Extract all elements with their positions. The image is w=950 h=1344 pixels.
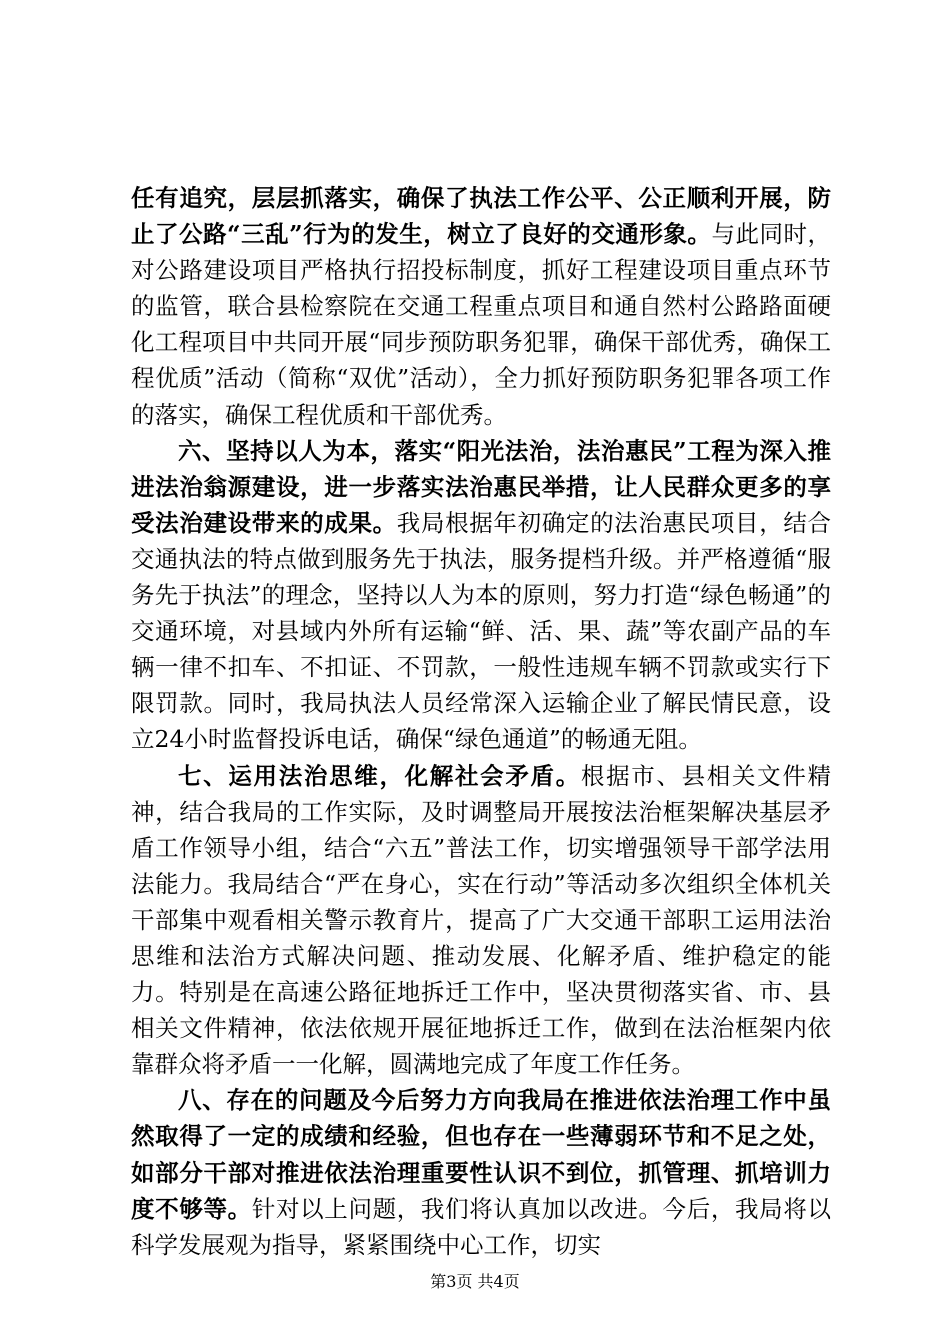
section-heading: 七、运用法治思维，化解社会矛盾。 (178, 761, 581, 790)
paragraph-lead: 任有追究，层层抓落实，确保了执法工作公平、公正顺利开展，防止了公路“三乱”行为的发生，树立了良好的交通形象。 (131, 184, 831, 249)
page-number-footer: 第3页 共4页 (430, 1272, 520, 1291)
paragraph-text: 与此同时，对公路建设项目严格执行招投标制度，抓好工程建设项目重点环节的监管，联合县检察院在交通工程重点项目和通自然村公路路面硬化工程项目中共同开展“同步预防职务犯罪，确保干部优秀，确保工程优质”活动（简称“双优”活动），全力抓好预防职务犯罪各项工作的落实，确保工程优质和干部优秀。 (131, 220, 831, 429)
section-heading: 六、坚持以人为本，落实“阳光法治，法治惠民”工程为深入推进法治翁源建设，进一步落实法治惠民举措，让人民群众更多的享受法治建设带来的成果。 (131, 436, 831, 537)
paragraph-continuation (131, 180, 831, 433)
paragraph-section-6 (131, 433, 831, 758)
document-body (131, 180, 831, 1263)
paragraph-text: 我局根据年初确定的法治惠民项目，结合交通执法的特点做到服务先于执法，服务提档升级。并严格遵循“服务先于执法”的理念，坚持以人为本的原则，努力打造“绿色畅通”的交通环境，对县域内外所有运输“鲜、活、果、蔬”等农副产品的车辆一律不扣车、不扣证、不罚款，一般性违规车辆不罚款或实行下限罚款。同时，我局执法人员经常深入运输企业了解民情民意，设立24小时监督投诉电话，确保“绿色通道”的畅通无阻。 (131, 508, 832, 754)
paragraph-section-8 (131, 1082, 831, 1262)
section-heading: 八、存在的问题及今后努力方向我局在推进依法治理工作中虽然取得了一定的成绩和经验，但也存在一些薄弱环节和不足之处，如部分干部对推进依法治理重要性认识不到位，抓管理、抓培训力度不够等。 (131, 1086, 831, 1223)
paragraph-text: 根据市、县相关文件精神，结合我局的工作实际，及时调整局开展按法治框架解决基层矛盾工作领导小组，结合“六五”普法工作，切实增强领导干部学法用法能力。我局结合“严在身心，实在行动”等活动多次组织全体机关干部集中观看相关警示教育片，提高了广大交通干部职工运用法治思维和法治方式解决问题、推动发展、化解矛盾、维护稳定的能力。特别是在高速公路征地拆迁工作中，坚决贯彻落实省、市、县相关文件精神，依法依规开展征地拆迁工作，做到在法治框架内依靠群众将矛盾一一化解，圆满地完成了年度工作任务。 (131, 761, 832, 1079)
paragraph-text: 针对以上问题，我们将认真加以改进。今后，我局将以科学发展观为指导，紧紧围绕中心工作，切实 (131, 1194, 832, 1259)
paragraph-section-7 (131, 758, 831, 1083)
